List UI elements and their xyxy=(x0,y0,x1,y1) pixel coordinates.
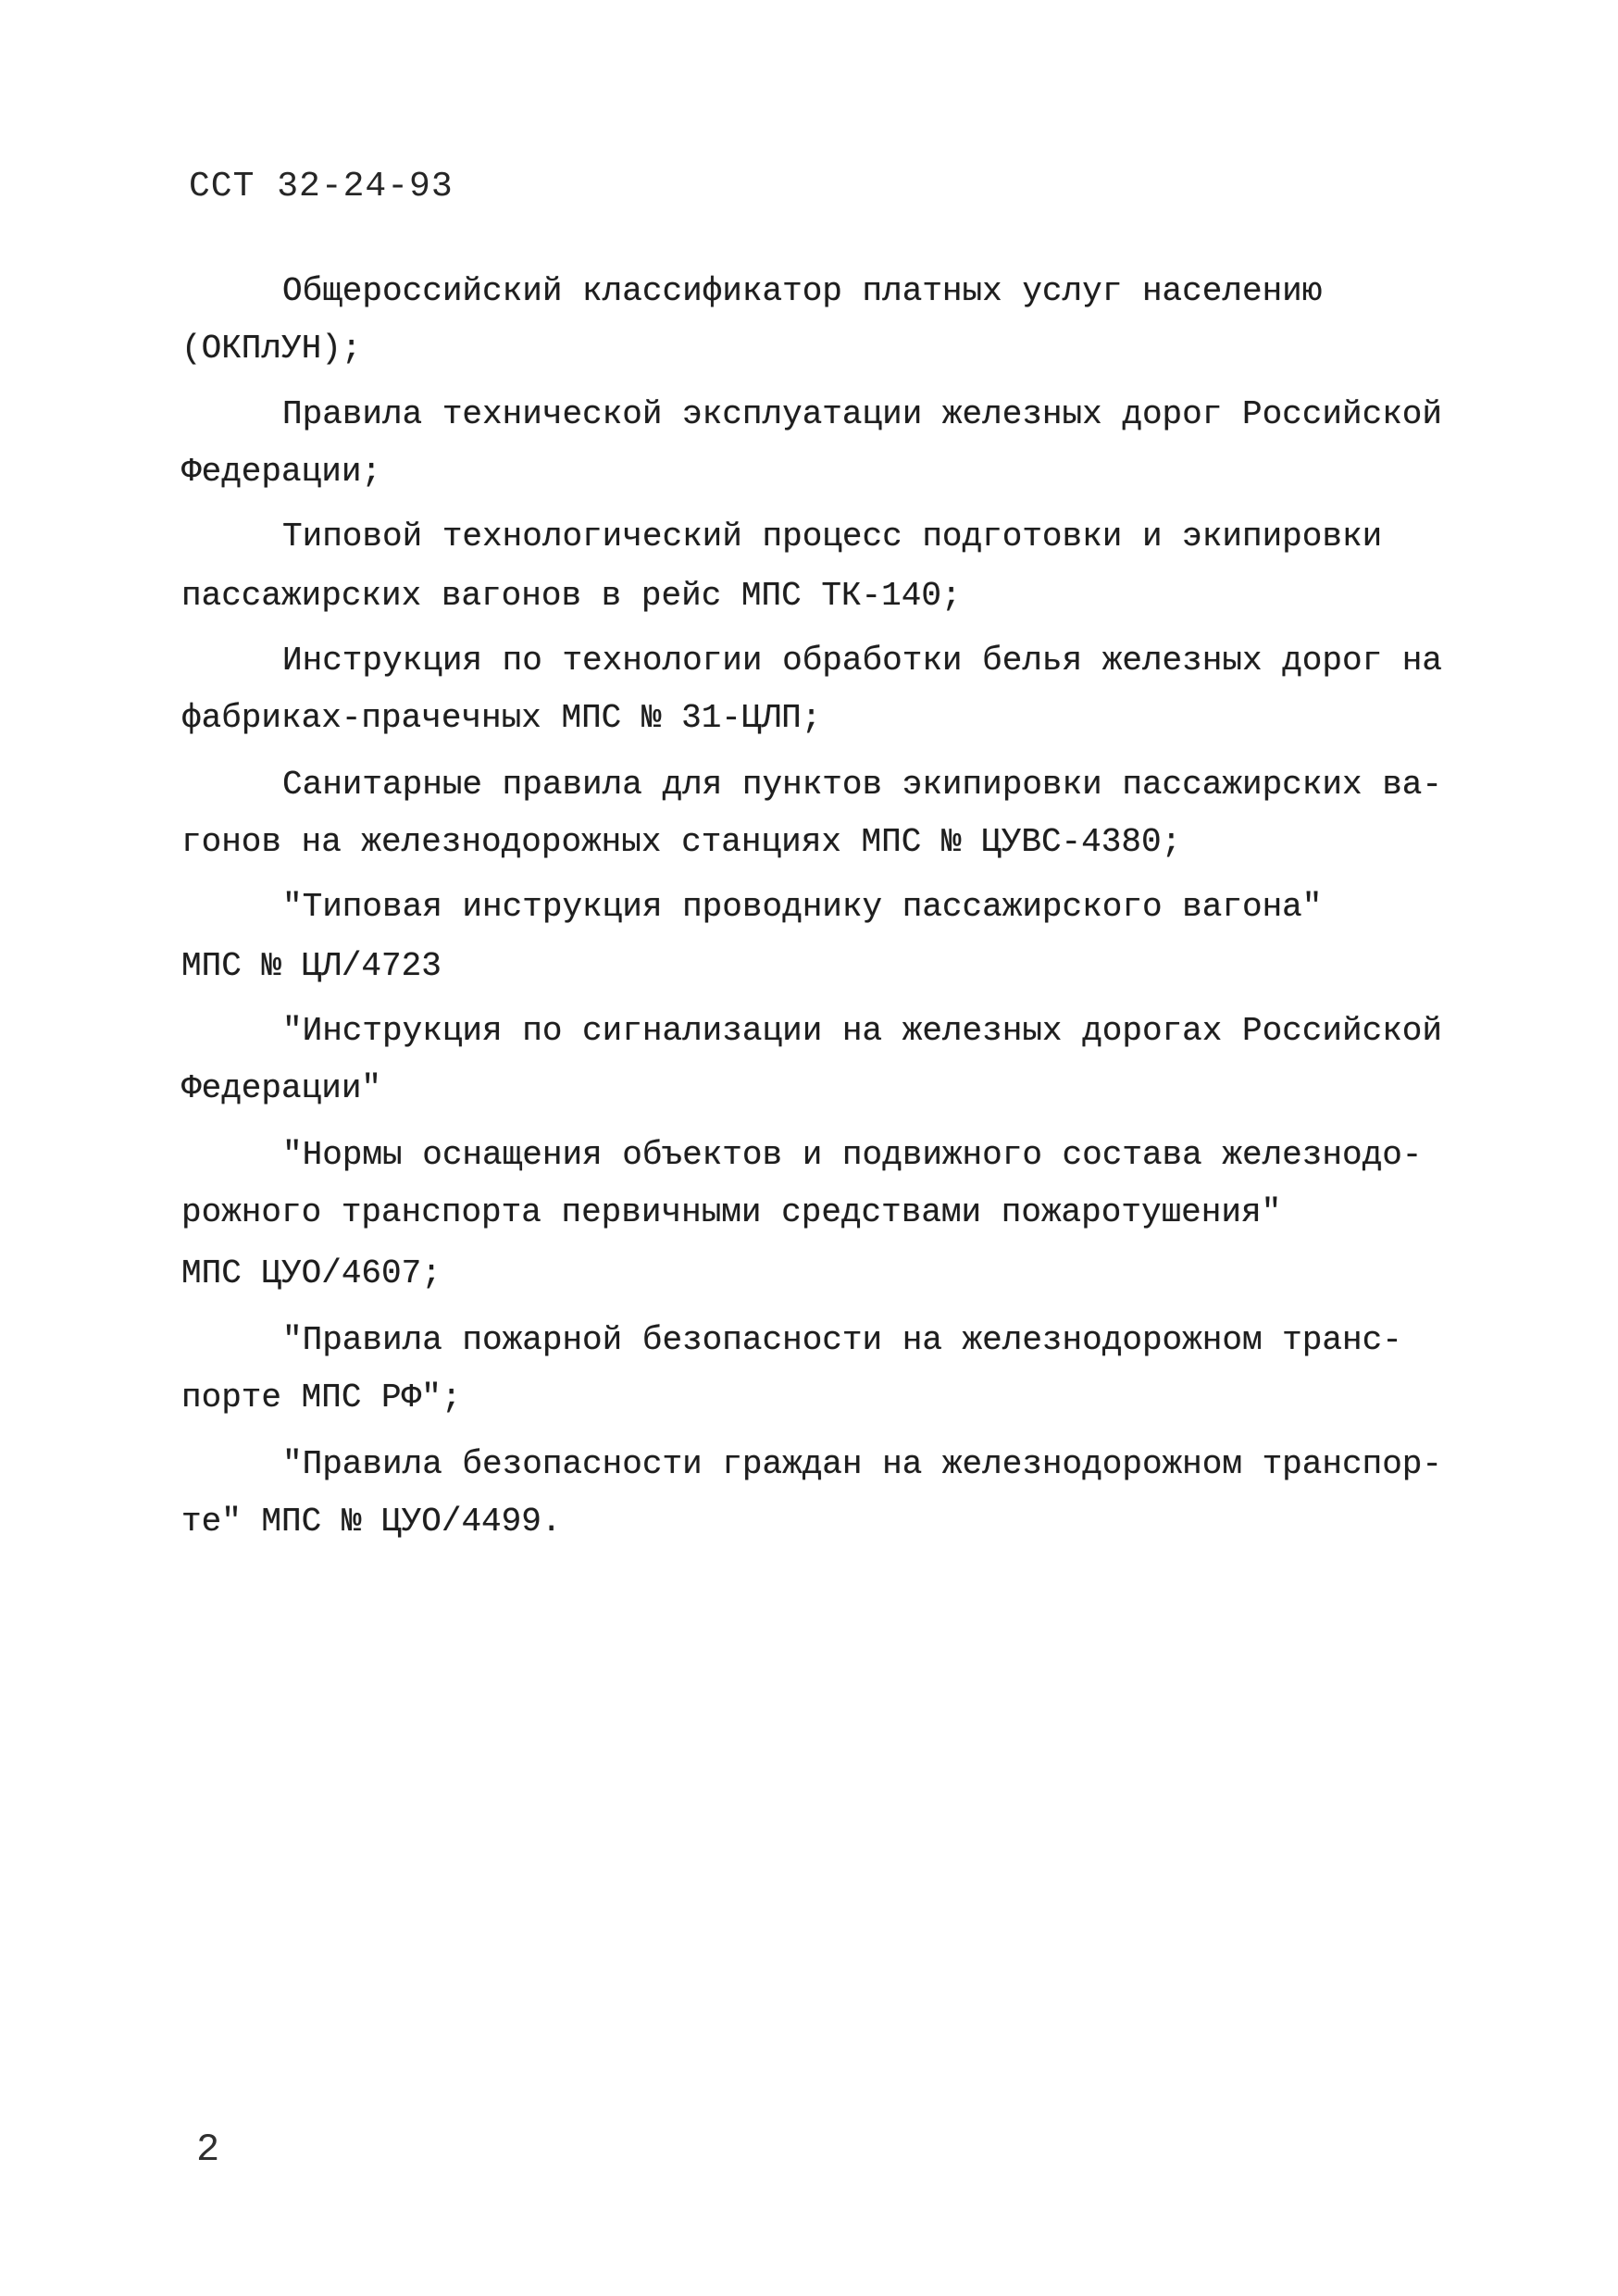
text-line: МПС ЦУО/4607; xyxy=(181,1254,442,1292)
text-line: "Правила пожарной безопасности на железнодорожном транс- xyxy=(282,1321,1402,1359)
text-line: фабриках-прачечных МПС № 31-ЦЛП; xyxy=(181,699,822,737)
text-line: "Правила безопасности граждан на железнодорожном транспор- xyxy=(282,1445,1443,1483)
text-line: (ОКПлУН); xyxy=(181,330,362,368)
text-line: Общероссийский классификатор платных услуг населению xyxy=(282,272,1323,310)
text-line: гонов на железнодорожных станциях МПС № ЦУВС-4380; xyxy=(181,823,1182,861)
page-number: 2 xyxy=(196,2128,220,2172)
text-line: Федерации; xyxy=(181,453,382,491)
text-line: "Типовая инструкция проводнику пассажирского вагона" xyxy=(282,888,1323,926)
text-line: те" МПС № ЦУО/4499. xyxy=(181,1503,562,1541)
text-line: пассажирских вагонов в рейс МПС ТК-140; xyxy=(181,577,962,615)
text-line: Типовой технологический процесс подготовки и экипировки xyxy=(282,518,1383,555)
text-line: Санитарные правила для пунктов экипировки пассажирских ва- xyxy=(282,766,1443,804)
document-code: ССТ 32-24-93 xyxy=(189,167,454,206)
text-line: Федерации" xyxy=(181,1069,382,1107)
text-line: порте МПС РФ"; xyxy=(181,1379,462,1416)
text-line: "Нормы оснащения объектов и подвижного состава железнодо- xyxy=(282,1136,1423,1174)
text-line: "Инструкция по сигнализации на железных дорогах Российской xyxy=(282,1012,1443,1050)
text-line: рожного транспорта первичными средствами пожаротушения" xyxy=(181,1193,1282,1231)
text-line: Правила технической эксплуатации железных дорог Российской xyxy=(282,395,1443,433)
text-line: Инструкция по технологии обработки белья железных дорог на xyxy=(282,642,1443,680)
text-line: МПС № ЦЛ/4723 xyxy=(181,947,442,985)
